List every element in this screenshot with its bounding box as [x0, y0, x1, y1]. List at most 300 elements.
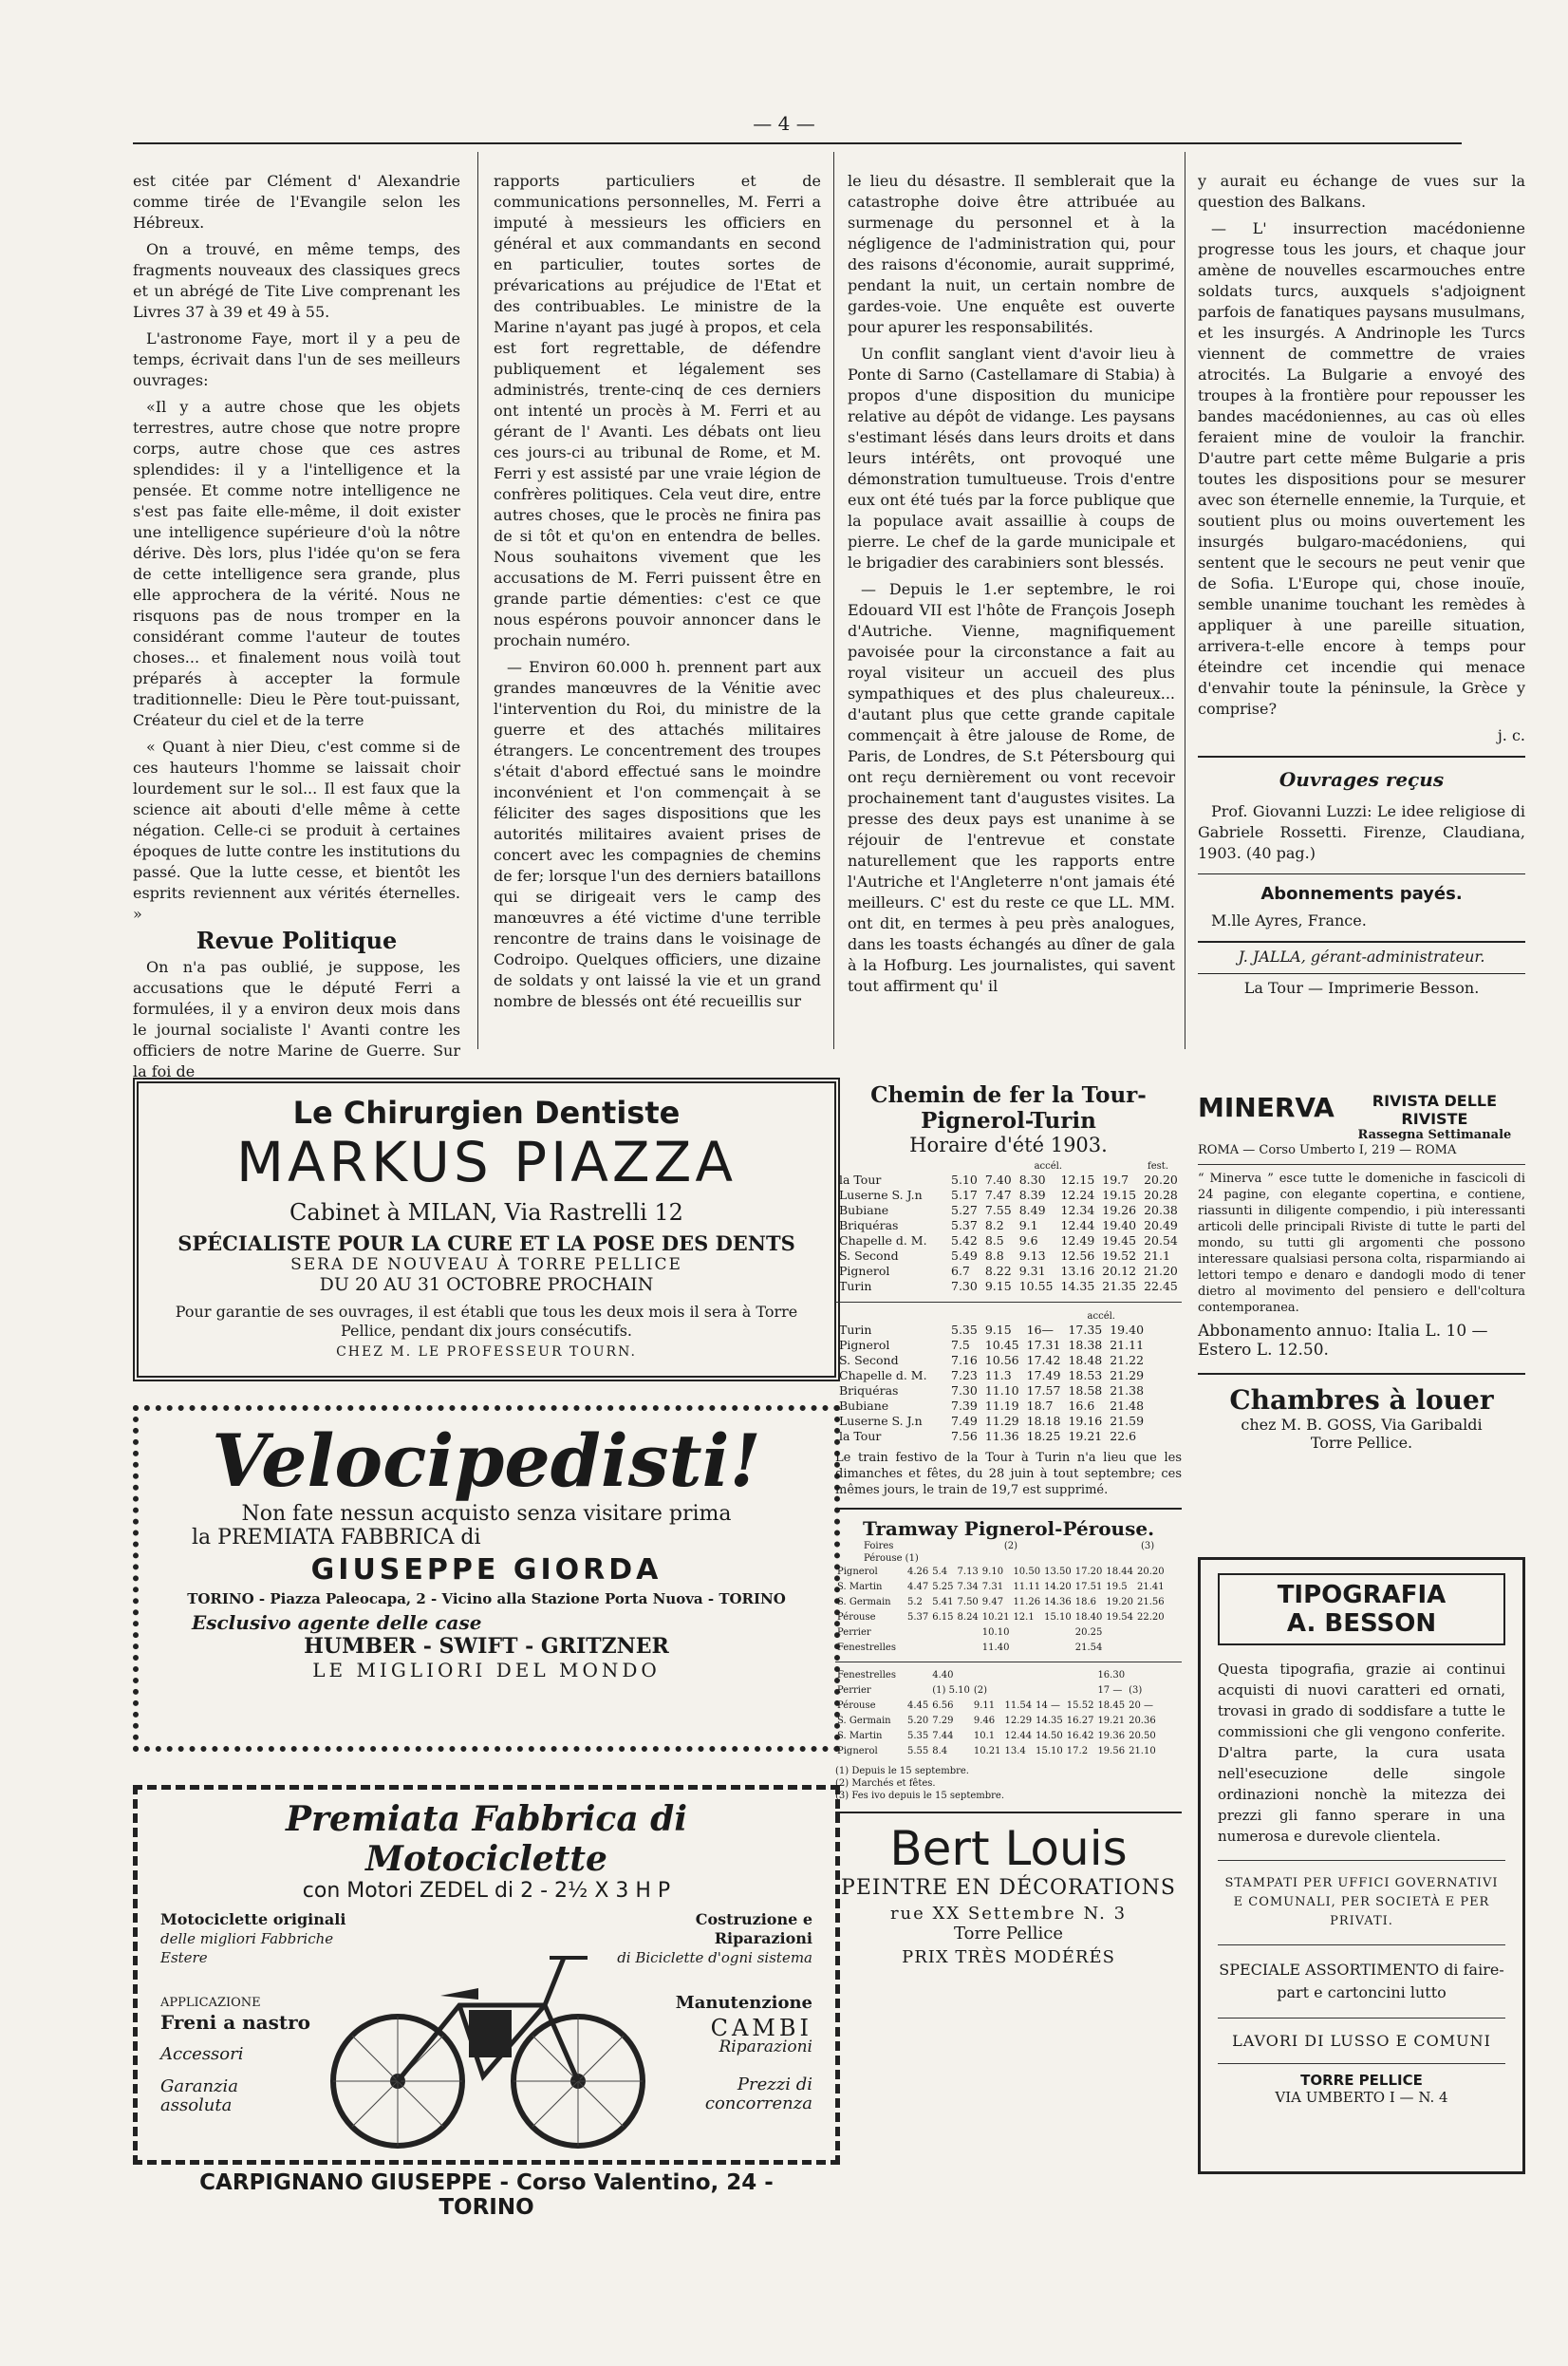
ad-text: delle migliori Fabbriche Estere: [160, 1930, 334, 1966]
time-cell: 14.50: [1036, 1731, 1063, 1741]
station-name: Luserne S. J.n: [839, 1414, 923, 1428]
time-cell: 13.50: [1044, 1567, 1072, 1577]
table-row: [835, 1668, 1162, 1683]
time-cell: 16—: [1026, 1323, 1055, 1337]
station-name: Chapelle d. M.: [839, 1233, 927, 1248]
time-cell: 13.4: [1004, 1746, 1026, 1756]
minerva-subtitle: Rassegna Settimanale: [1357, 1128, 1512, 1142]
station-name: Fenestrelles: [837, 1643, 896, 1653]
time-cell: 17.57: [1026, 1383, 1061, 1398]
station-name: Fenestrelles: [837, 1670, 896, 1681]
divider: [1198, 873, 1525, 874]
time-cell: 7.29: [932, 1716, 954, 1726]
station-name: Chapelle d. M.: [839, 1368, 927, 1382]
station-name: Perrier: [837, 1685, 871, 1696]
paragraph: — Depuis le 1.er septembre, le roi Edouard VII est l'hôte de François Joseph d'Autriche. Vienne, magnifiquement pavoisée pour la circonstance a fait au royal visiteur un accueil des plus sympathiques et des plus chaleureux... d'autant plus que cette grande capitale commençait à être jalouse de Rome, de Paris, de Londres, de S.t Pétersbourg qui ont reçu dernièrement ou vont recevoir prochainement tant d'augustes visites. La presse des deux pays est unanime à se réjouir de l'entrevue et constate naturellement que les rapports entre l'Autriche et l'Angleterre n'ont jamais été meilleurs. C' est du reste ce que LL. MM. ont dit, en termes à peu près analogues, dans les toasts échangés au dîner de gala à la Hofburg. Les journalistes, qui savent tout affirment qu' il: [848, 580, 1175, 995]
time-cell: 20.20: [1144, 1173, 1178, 1187]
time-cell: 7.40: [984, 1173, 1012, 1187]
bert-address: rue XX Settembre N. 3: [889, 1904, 1128, 1924]
ad-dates: DU 20 AU 31 OCTOBRE PROCHAIN: [319, 1274, 654, 1295]
station-name: Briquéras: [839, 1383, 899, 1398]
time-cell: [905, 1668, 930, 1683]
table-row: [835, 1414, 1148, 1429]
table-row: [835, 1595, 1167, 1610]
time-cell: 18.53: [1068, 1368, 1103, 1382]
time-cell: [1065, 1668, 1096, 1683]
time-cell: 18.25: [1026, 1429, 1061, 1443]
ad-tipografia: [1198, 1557, 1525, 2174]
time-cell: 5.42: [951, 1233, 978, 1248]
time-cell: 12.1: [1013, 1612, 1035, 1623]
ad-name: MARKUS PIAZZA: [235, 1130, 737, 1194]
time-cell: 7.30: [951, 1279, 978, 1293]
schedule-table: [835, 1173, 1182, 1294]
time-cell: 4.40: [932, 1670, 954, 1681]
time-cell: 4.26: [907, 1567, 929, 1577]
time-cell: 21.22: [1110, 1353, 1145, 1367]
gerant-line: J. JALLA, gérant-administrateur.: [1238, 948, 1485, 966]
time-cell: 20.12: [1102, 1264, 1137, 1278]
time-cell: 4.45: [907, 1700, 929, 1711]
schedule-table: [835, 1323, 1148, 1444]
time-cell: 10.10: [981, 1627, 1010, 1638]
table-row: [835, 1338, 1148, 1353]
time-cell: 11.19: [984, 1399, 1019, 1413]
time-cell: 22.6: [1110, 1429, 1137, 1443]
time-cell: 11.3: [984, 1368, 1012, 1382]
ad-title: Le Chirurgien Dentiste: [292, 1095, 681, 1131]
time-cell: 8.22: [984, 1264, 1012, 1278]
column-rule: [477, 152, 478, 1049]
time-cell: 18.6: [1074, 1597, 1096, 1607]
time-cell: 21.35: [1102, 1279, 1137, 1293]
train-schedule: [835, 1082, 1182, 1967]
tipografia-title-line: TIPOGRAFIA: [1277, 1581, 1447, 1609]
station-name: Luserne S. J.n: [839, 1188, 923, 1202]
divider: [1198, 756, 1525, 758]
minerva-title: RIVISTA DELLE RIVISTE: [1372, 1092, 1498, 1128]
schedule-subtitle: Horaire d'été 1903.: [909, 1134, 1108, 1156]
ad-title: Velocipedisti!: [212, 1418, 761, 1503]
divider: [1198, 973, 1525, 974]
ad-text: Motociclette originali: [160, 1910, 346, 1928]
time-cell: [972, 1668, 1003, 1683]
time-cell: 11.11: [1013, 1582, 1041, 1592]
paragraph: Un conflit sanglant vient d'avoir lieu à Ponte di Sarno (Castellamare di Stabia) à propos d'une disposition du municipe relative au dépôt de vidange. Les paysans s'estimant lésés dans leurs droits et dans leurs intérêts, ont provoqué une démonstration tumultueuse. Trois d'entre eux ont été tués par la force publique que la populace avait assaillie à coups de pierre. Le chef de la garde municipale et le brigadier des carabiniers sont blessés.: [848, 345, 1175, 572]
time-cell: 12.29: [1004, 1716, 1033, 1726]
time-cell: 17.49: [1026, 1368, 1061, 1382]
time-cell: 20.20: [1137, 1567, 1165, 1577]
time-cell: 12.44: [1004, 1731, 1033, 1741]
time-cell: 8.49: [1018, 1203, 1046, 1217]
time-cell: 20.49: [1144, 1218, 1178, 1232]
time-cell: 15.52: [1066, 1700, 1094, 1711]
time-cell: 10.56: [984, 1353, 1019, 1367]
time-cell: [1011, 1625, 1042, 1641]
time-cell: 19.52: [1102, 1249, 1137, 1263]
time-cell: 5.35: [907, 1731, 929, 1741]
time-cell: 17.42: [1026, 1353, 1061, 1367]
time-cell: 21.11: [1110, 1338, 1145, 1352]
bert-prices: PRIX TRÈS MODÉRÉS: [902, 1947, 1115, 1967]
time-cell: 21.10: [1129, 1746, 1156, 1756]
ad-line: la PREMIATA FABBRICA di: [192, 1526, 481, 1549]
time-cell: 19.56: [1097, 1746, 1126, 1756]
minerva-abbonamento: Abbonamento annuo: Italia L. 10 — Estero L. 12.50.: [1198, 1322, 1488, 1360]
time-cell: 9.13: [1018, 1249, 1046, 1263]
tipografia-stampati: STAMPATI PER UFFICI GOVERNATIVI E COMUNALI, PER SOCIETÀ E PER PRIVATI.: [1224, 1876, 1499, 1928]
station-name: la Tour: [839, 1429, 882, 1443]
ad-text: Accessori: [160, 2044, 244, 2064]
time-cell: 5.25: [932, 1582, 954, 1592]
schedule-note: Le train festivo de la Tour à Turin n'a lieu que les dimanches et fêtes, du 28 juin à tout septembre; ces mêmes jours, le train de 19,7 est supprimé.: [835, 1451, 1182, 1497]
ad-text: Riparazioni: [719, 2037, 812, 2056]
ad-brands: HUMBER - SWIFT - GRITZNER: [304, 1634, 669, 1659]
time-cell: [1042, 1641, 1073, 1656]
time-cell: 10.45: [984, 1338, 1019, 1352]
ad-text: Costruzione e Riparazioni: [695, 1910, 812, 1947]
time-cell: 19.45: [1102, 1233, 1137, 1248]
note-line: (3) Fes ivo depuis le 15 septembre.: [835, 1791, 1005, 1801]
table-row: [835, 1744, 1162, 1759]
time-cell: 18.7: [1026, 1399, 1054, 1413]
paragraph: M.lle Ayres, France.: [1211, 911, 1367, 930]
time-cell: 15.10: [1036, 1746, 1063, 1756]
station-name: Turin: [839, 1279, 872, 1293]
time-cell: 19.54: [1106, 1612, 1133, 1623]
time-cell: 7.50: [957, 1597, 979, 1607]
ad-garantie: Pour garantie de ses ouvrages, il est établi que tous les deux mois il sera à Torre Pellice, pendant dix jours consécutifs.: [175, 1303, 798, 1340]
ad-address: TORINO - Piazza Paleocapa, 2 - Vicino alla Stazione Porta Nuova - TORINO: [187, 1590, 786, 1607]
station-name: S. Martin: [837, 1731, 883, 1741]
tipografia-text: Questa tipografia, grazie ai continui acquisti di nuovi caratteri ed ornati, trovasi in grado di soddisfare a tutte le commissioni che gli vengono conferite. D'altra parte, la cura usata nell'esecuzione delle singole ordinazioni nonchè la mitezza dei prezzi gli fanno sperare in una numerosa e durevole clientela.: [1218, 1661, 1505, 1845]
time-cell: 5.10: [951, 1173, 978, 1187]
time-cell: 9.15: [984, 1323, 1012, 1337]
ad-text: CAMBI: [710, 2015, 812, 2041]
time-cell: 19.7: [1102, 1173, 1129, 1187]
paragraph: est citée par Clément d' Alexandrie comme tirée de l'Evangile selon les Hébreux.: [133, 172, 460, 232]
tipografia-title-line: A. BESSON: [1286, 1609, 1437, 1638]
time-cell: [1158, 1668, 1162, 1683]
time-cell: 19.16: [1068, 1414, 1103, 1428]
time-cell: 10.1: [973, 1731, 996, 1741]
time-cell: [1158, 1683, 1162, 1699]
time-cell: 6.56: [932, 1700, 954, 1711]
time-cell: 5.49: [951, 1249, 978, 1263]
time-cell: 10.55: [1018, 1279, 1054, 1293]
time-cell: 11.54: [1004, 1700, 1033, 1711]
time-cell: [1104, 1641, 1135, 1656]
table-row: [835, 1714, 1162, 1729]
time-cell: 5.20: [907, 1716, 929, 1726]
section-heading: Abonnements payés.: [1260, 884, 1463, 904]
time-cell: 11.40: [981, 1643, 1010, 1653]
ad-text: Manutenzione: [675, 1993, 812, 2013]
time-cell: 14.35: [1036, 1716, 1063, 1726]
ad-specialite: SPÉCIALISTE POUR LA CURE ET LA POSE DES DENTS: [177, 1231, 795, 1255]
time-cell: 21.56: [1137, 1597, 1165, 1607]
time-cell: 9.1: [1018, 1218, 1038, 1232]
time-cell: 7.5: [951, 1338, 970, 1352]
time-cell: 21.59: [1110, 1414, 1145, 1428]
ad-agent: Esclusivo agente delle case: [192, 1611, 482, 1634]
time-cell: 10.21: [973, 1746, 1001, 1756]
ad-dentiste: [133, 1078, 840, 1381]
time-cell: 8.8: [984, 1249, 1004, 1263]
paragraph: «Il y a autre chose que les objets terrestres, autre chose que notre propre corps, autre chose que ces astres splendides: il y a l'intelligence et la pensée. Et comme notre intelligence ne s'est pas faite elle-même, il doit exister une intelligence supérieure d'où la nôtre dérive. Dès lors, plus l'idée qu'on se fera de cette intelligence sera grande, plus elle approchera de la vérité. Nous ne risquons pas de nous tromper en la considérant comme l'auteur de toutes choses... et finalement nous voilà tout préparés à accepter la formule traditionnelle: Dieu le Père tout-puissant, Créateur du ciel et de la terre: [133, 398, 460, 729]
time-cell: 5.35: [951, 1323, 978, 1337]
signature: j. c.: [1497, 726, 1525, 744]
time-cell: 8.4: [932, 1746, 948, 1756]
time-cell: 6.7: [951, 1264, 970, 1278]
station-name: S. Second: [839, 1353, 899, 1367]
chambres-line: Torre Pellice.: [1310, 1434, 1413, 1452]
table-row: [835, 1610, 1167, 1625]
chambres-line: chez M. B. GOSS, Via Garibaldi: [1241, 1416, 1483, 1434]
time-cell: 12.34: [1060, 1203, 1095, 1217]
station-name: Pignerol: [837, 1746, 878, 1756]
table-row: [835, 1580, 1167, 1595]
time-cell: 21.54: [1074, 1643, 1103, 1653]
bert-city: Torre Pellice: [954, 1924, 1063, 1944]
table-row: [835, 1188, 1182, 1203]
time-cell: 18.38: [1068, 1338, 1103, 1352]
station-name: Pignerol: [837, 1567, 878, 1577]
ad-line: Non fate nessun acquisto senza visitare prima: [241, 1502, 732, 1526]
paragraph: On n'a pas oublié, je suppose, les accusations que le député Ferri a formulées, il y a environ deux mois dans le journal socialiste l' Avanti contre les officiers de notre Marine de Guerre. Sur la foi de: [133, 958, 460, 1080]
time-cell: 18.44: [1106, 1567, 1133, 1577]
divider: [1198, 941, 1525, 943]
time-cell: [1127, 1668, 1158, 1683]
time-cell: 20.50: [1129, 1731, 1156, 1741]
ad-minerva: [1198, 1092, 1525, 1452]
minerva-name: MINERVA: [1198, 1092, 1335, 1123]
article-column-2: [494, 171, 821, 1018]
time-cell: 20.38: [1144, 1203, 1178, 1217]
table-row: [835, 1729, 1162, 1744]
time-cell: [1158, 1699, 1162, 1714]
time-cell: 12.49: [1060, 1233, 1095, 1248]
time-cell: 9.6: [1018, 1233, 1038, 1248]
time-cell: 7.23: [951, 1368, 978, 1382]
time-cell: [1065, 1683, 1096, 1699]
time-cell: 7.44: [932, 1731, 954, 1741]
table-row: [835, 1203, 1182, 1218]
ad-text: Freni a nastro: [160, 2011, 311, 2034]
time-cell: 5.27: [951, 1203, 978, 1217]
time-cell: 6.15: [932, 1612, 954, 1623]
tram-notes: [835, 1765, 1182, 1802]
ad-chez: CHEZ M. LE PROFESSEUR TOURN.: [336, 1344, 637, 1360]
tram-title: Tramway Pignerol-Pérouse.: [862, 1517, 1155, 1540]
table-row: [835, 1279, 1182, 1294]
time-cell: (2): [973, 1685, 988, 1696]
time-cell: 19.40: [1110, 1323, 1145, 1337]
time-cell: 8.2: [984, 1218, 1004, 1232]
bert-name: Bert Louis: [889, 1821, 1128, 1876]
station-name: la Tour: [839, 1173, 882, 1187]
time-cell: [905, 1641, 930, 1656]
time-cell: 14.20: [1044, 1582, 1072, 1592]
time-cell: 19.21: [1097, 1716, 1126, 1726]
time-cell: (1) 5.10: [932, 1685, 970, 1696]
time-cell: 20 —: [1129, 1700, 1153, 1711]
tram-table: [835, 1668, 1162, 1759]
time-cell: 21.20: [1144, 1264, 1178, 1278]
ad-text: Garanzia assoluta: [160, 2076, 239, 2115]
station-name: Pignerol: [839, 1338, 890, 1352]
time-cell: 17.20: [1074, 1567, 1103, 1577]
time-cell: 5.4: [932, 1567, 948, 1577]
table-row: [835, 1218, 1182, 1233]
time-cell: [930, 1641, 955, 1656]
station-name: S. Second: [839, 1249, 899, 1263]
column-header: (3): [1141, 1541, 1155, 1551]
table-row: [835, 1565, 1167, 1580]
tipografia-footer: TORRE PELLICE: [1300, 2072, 1423, 2089]
time-cell: [905, 1625, 930, 1641]
time-cell: [1158, 1729, 1162, 1744]
time-cell: 20.28: [1144, 1188, 1178, 1202]
article-column-4: [1198, 171, 1525, 1005]
table-row: [835, 1173, 1182, 1188]
ad-migliori: LE MIGLIORI DEL MONDO: [312, 1659, 661, 1681]
note-line: (1) Depuis le 15 septembre.: [835, 1766, 969, 1776]
paragraph: — Environ 60.000 h. prennent part aux grandes manœuvres de la Vénitie avec l'intervention du Roi, du ministre de la guerre et des attachés militaires étrangers. Le concentrement des troupes s'était d'abord effectué sans le moindre inconvénient et l'on commençait à se féliciter des sages dispositions que les autorités militaires avaient prises de concert avec les compagnies de chemins de fer; lorsque l'un des derniers bataillons qui se dirigeait vers le camp des manœuvres a été victime d'une terrible rencontre de trains dans le voisinage de Codroipo. Quelques officiers, une dizaine de soldats y ont laissé la vie et un grand nombre de blessés ont été recueillis sur: [494, 658, 821, 1010]
time-cell: 20.54: [1144, 1233, 1178, 1248]
time-cell: 5.17: [951, 1188, 978, 1202]
table-row: [835, 1323, 1148, 1338]
time-cell: (3): [1129, 1685, 1143, 1696]
time-cell: 16.30: [1097, 1670, 1126, 1681]
station-name: Bubiane: [839, 1203, 889, 1217]
time-cell: 18.18: [1026, 1414, 1061, 1428]
time-cell: 5.55: [907, 1746, 929, 1756]
time-cell: 7.16: [951, 1353, 978, 1367]
chambres-title: Chambres à louer: [1229, 1384, 1494, 1416]
time-cell: 21.1: [1144, 1249, 1170, 1263]
time-cell: 10.21: [981, 1612, 1010, 1623]
time-cell: 21.41: [1137, 1582, 1165, 1592]
time-cell: 19.36: [1097, 1731, 1126, 1741]
ad-text: APPLICAZIONE: [160, 1996, 261, 2010]
time-cell: [1011, 1641, 1042, 1656]
column-header: fest.: [1148, 1161, 1168, 1172]
time-cell: 22.20: [1137, 1612, 1165, 1623]
section-heading: Revue Politique: [196, 927, 398, 954]
time-cell: [956, 1625, 980, 1641]
time-cell: 10.50: [1013, 1567, 1041, 1577]
time-cell: 17.2: [1066, 1746, 1089, 1756]
time-cell: 22.45: [1144, 1279, 1178, 1293]
time-cell: 19.21: [1068, 1429, 1103, 1443]
time-cell: 11.26: [1013, 1597, 1041, 1607]
ad-title: Premiata Fabbrica di Motociclette: [285, 1799, 688, 1879]
ad-text: di Biciclette d'ogni sistema: [617, 1949, 812, 1966]
time-cell: [1158, 1714, 1162, 1729]
time-cell: 16.6: [1068, 1399, 1095, 1413]
time-cell: 7.56: [951, 1429, 978, 1443]
time-cell: 7.34: [957, 1582, 979, 1592]
time-cell: 8.30: [1018, 1173, 1046, 1187]
paragraph: le lieu du désastre. Il semblerait que la catastrophe doive être attribuée au surmenage du personnel et à la négligence de l'administration qui, pour des raisons d'économie, aurait supprimé, pendant la nuit, un certain nombre de gardes-voie. Une enquête est ouverte pour apurer les responsabilités.: [848, 172, 1175, 336]
time-cell: 7.47: [984, 1188, 1012, 1202]
table-row: [835, 1249, 1182, 1264]
time-cell: [956, 1641, 980, 1656]
time-cell: [1034, 1683, 1065, 1699]
time-cell: 4.47: [907, 1582, 929, 1592]
table-row: [835, 1399, 1148, 1414]
article-column-3: [848, 171, 1175, 1003]
time-cell: 19.26: [1102, 1203, 1137, 1217]
time-cell: 14.35: [1060, 1279, 1095, 1293]
time-cell: 9.47: [981, 1597, 1004, 1607]
time-cell: 8.5: [984, 1233, 1004, 1248]
time-cell: 9.15: [984, 1279, 1012, 1293]
ad-velocipedisti: [133, 1405, 840, 1752]
time-cell: 13.16: [1060, 1264, 1095, 1278]
time-cell: 18.45: [1097, 1700, 1126, 1711]
time-cell: [1003, 1683, 1035, 1699]
time-cell: 8.39: [1018, 1188, 1046, 1202]
station-name: S. Germain: [837, 1716, 891, 1726]
paragraph: rapports particuliers et de communications personnelles, M. Ferri a imputé à messieurs les officiers en général et aux commandants en second en particulier, toutes sortes de prévarications au préjudice de l'Etat et des contribuables. Le ministre de la Marine n'ayant pas jugé à propos, et cela est fort regrettable, de défendre publiquement et légalement ses administrés, trente-cinq de ces derniers ont intenté un procès à M. Ferri et au gérant de l' Avanti. Les débats ont lieu ces jours-ci au tribunal de Rome, et M. Ferri y est assisté par une vraie légion de confrères politiques. Cela veut dire, entre autres choses, que le procès ne finira pas de si tôt et qu'on en entendra de belles. Nous souhaitons vivement que les accusations de M. Ferri puissent être en grande partie démenties: c'est ce que nous espérons pouvoir annoncer dans le prochain numéro.: [494, 172, 821, 649]
time-cell: 9.10: [981, 1567, 1004, 1577]
time-cell: 18.40: [1074, 1612, 1103, 1623]
time-cell: 14.36: [1044, 1597, 1072, 1607]
time-cell: 11.10: [984, 1383, 1019, 1398]
station-name: Pérouse: [837, 1612, 876, 1623]
time-cell: 12.15: [1060, 1173, 1095, 1187]
station-name: Turin: [839, 1323, 872, 1337]
time-cell: 17.51: [1074, 1582, 1103, 1592]
time-cell: [1003, 1668, 1035, 1683]
table-row: [835, 1429, 1148, 1444]
time-cell: 16.42: [1066, 1731, 1094, 1741]
time-cell: 9.11: [973, 1700, 996, 1711]
time-cell: 16.27: [1066, 1716, 1094, 1726]
time-cell: 8.24: [957, 1612, 979, 1623]
paragraph: « Quant à nier Dieu, c'est comme si de ces hauteurs l'homme se laissait choir lourdement sur le sol... Il est faux que la science ait abouti d'elle même à cette négation. Celle-ci se produit à certaines époques de lutte contre les institutions du passé. Que la lutte cesse, et bientôt les esprits reviennent aux vérités éternelles. »: [133, 738, 460, 923]
ad-motociclette: [133, 1785, 840, 2220]
paragraph: — L' insurrection macédonienne progresse tous les jours, et chaque jour amène de nouvelles escarmouches entre soldats turcs, auxquels s'adjoignent parfois de fanatiques paysans musulmans, et les insurgés. A Andrinople les Turcs viennent de commettre de vraies atrocités. La Bulgarie a envoyé des troupes à la frontière pour repousser les bandes macédoniennes, au cas où elles feraient mine de vouloir la franchir. D'autre part cette même Bulgarie a pris toutes les dispositions pour se mesurer avec son éternelle ennemie, la Turquie, et soutient plus ou moins ouvertement les insurgés bulgaro-macédoniens, qui sentent que le secours ne peut venir que de Sofia. L'Europe qui, chose inouïe, semble unanime touchant les remèdes à appliquer à une pareille situation, arrivera-t-elle encore à temps pour éteindre cet incendie qui menace d'envahir toute la péninsule, la Grèce y comprise?: [1198, 219, 1525, 718]
tipografia-speciale: SPECIALE ASSORTIMENTO di faire-part e cartoncini lutto: [1219, 1961, 1504, 2001]
time-cell: 18.58: [1068, 1383, 1103, 1398]
ad-sera: SERA DE NOUVEAU À TORRE PELLICE: [290, 1255, 682, 1274]
time-cell: 14 —: [1036, 1700, 1061, 1711]
time-cell: 19.15: [1102, 1188, 1137, 1202]
time-cell: 21.29: [1110, 1368, 1145, 1382]
station-name: Pignerol: [839, 1264, 890, 1278]
time-cell: [905, 1683, 930, 1699]
time-cell: 19.20: [1106, 1597, 1133, 1607]
header-rule: [133, 142, 1462, 144]
column-header: accél.: [1034, 1161, 1063, 1172]
station-name: Briquéras: [839, 1218, 899, 1232]
ad-text: Prezzi di concorrenza: [704, 2075, 812, 2113]
column-header: (2): [1003, 1541, 1018, 1551]
time-cell: 17.35: [1068, 1323, 1103, 1337]
time-cell: 7.49: [951, 1414, 978, 1428]
page-number: — 4 —: [753, 112, 815, 135]
note-line: (2) Marchés et fêtes.: [835, 1778, 936, 1789]
time-cell: 17.31: [1026, 1338, 1061, 1352]
time-cell: [1135, 1625, 1167, 1641]
time-cell: [1104, 1625, 1135, 1641]
time-cell: 21.48: [1110, 1399, 1145, 1413]
time-cell: 11.36: [984, 1429, 1019, 1443]
paragraph: y aurait eu échange de vues sur la question des Balkans.: [1198, 172, 1525, 211]
